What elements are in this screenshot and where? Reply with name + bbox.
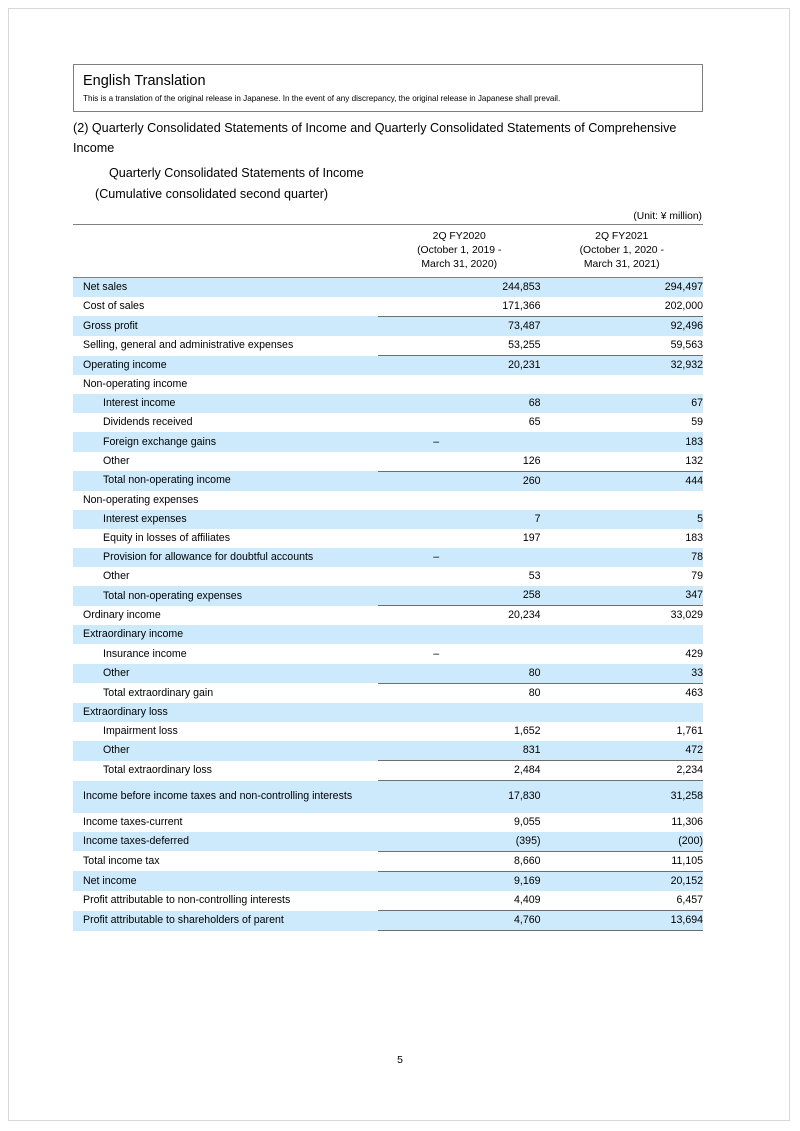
table-row	[73, 452, 703, 472]
table-row	[73, 761, 703, 781]
cell-fy2020: 53	[528, 570, 541, 583]
cell-fy2020: 80	[378, 683, 541, 703]
table-row	[73, 316, 703, 336]
cell-fy2021: 11,306	[671, 815, 703, 828]
row-label: Dividends received	[103, 416, 193, 429]
fy2020-line2: (October 1, 2019 -	[417, 244, 502, 256]
table-row	[73, 781, 703, 813]
row-label: Selling, general and administrative expenses	[83, 339, 294, 352]
cell-fy2020: 8,660	[378, 851, 541, 871]
column-header-label	[73, 224, 378, 277]
table-row	[73, 567, 703, 586]
cell-fy2020: –	[378, 432, 541, 451]
cell-fy2020: 171,366	[502, 299, 541, 312]
column-header-fy2020	[378, 224, 541, 277]
cell-fy2021: 6,457	[676, 894, 703, 907]
row-label: Net sales	[73, 277, 378, 297]
table-row	[73, 851, 703, 871]
cell-fy2021	[541, 703, 704, 722]
cell-fy2020: 4,409	[513, 894, 541, 907]
table-row	[73, 432, 703, 451]
fy2021-title: 2Q FY2021	[595, 231, 649, 243]
row-label: Extraordinary income	[73, 625, 378, 644]
table-row	[73, 683, 703, 703]
table-row	[73, 510, 703, 529]
row-label: Gross profit	[73, 316, 378, 336]
document-page	[8, 8, 790, 1121]
cell-fy2020: 244,853	[378, 277, 541, 297]
cell-fy2021: 79	[691, 570, 703, 583]
cell-fy2021: 1,761	[676, 724, 703, 737]
table-row	[73, 703, 703, 722]
cell-fy2021: 5	[541, 510, 704, 529]
cell-fy2020: (395)	[378, 832, 541, 852]
row-label: Other	[103, 454, 130, 467]
row-label: Non-operating expenses	[83, 493, 199, 506]
row-label: Ordinary income	[83, 609, 161, 622]
table-row	[73, 375, 703, 394]
cell-fy2021: 202,000	[664, 299, 703, 312]
table-row	[73, 413, 703, 432]
notice-title: English Translation	[83, 73, 206, 89]
table-row	[73, 297, 703, 317]
table-row	[73, 548, 703, 567]
row-label: Interest expenses	[73, 510, 378, 529]
table-row	[73, 529, 703, 548]
cell-fy2020: 7	[378, 510, 541, 529]
cell-fy2021: 2,234	[541, 761, 704, 781]
row-label: Other	[73, 741, 378, 761]
column-header-fy2021	[541, 224, 704, 277]
cell-fy2020: 73,487	[378, 316, 541, 336]
cell-fy2021: 347	[541, 586, 704, 606]
cell-fy2021: 132	[685, 454, 703, 467]
cell-fy2020: 258	[378, 586, 541, 606]
cell-fy2020: 9,169	[378, 871, 541, 891]
cell-fy2021: 92,496	[541, 316, 704, 336]
row-label: Profit attributable to non-controlling interests	[83, 894, 291, 907]
row-label: Other	[73, 664, 378, 684]
row-label: Income taxes-deferred	[73, 832, 378, 852]
row-label: Foreign exchange gains	[73, 432, 378, 451]
row-label: Equity in losses of affiliates	[103, 532, 230, 544]
cell-fy2020: 80	[378, 664, 541, 684]
cell-fy2020	[378, 703, 541, 722]
cell-fy2021: 11,105	[541, 851, 704, 871]
cell-fy2021: 183	[541, 432, 704, 451]
cell-fy2020: 68	[378, 394, 541, 413]
table-row	[73, 491, 703, 510]
table-row	[73, 606, 703, 626]
cell-fy2021: 33	[541, 664, 704, 684]
cell-fy2020: 260	[378, 471, 541, 491]
cell-fy2020	[378, 375, 541, 394]
cell-fy2021: 13,694	[541, 911, 704, 931]
cell-fy2020: 1,652	[513, 724, 541, 737]
cell-fy2020: –	[433, 647, 440, 660]
notice-subtitle: This is a translation of the original release in Japanese. In the event of any discrepancy, the original release in Japanese shall prevail.	[83, 94, 561, 104]
fy2020-title: 2Q FY2020	[432, 231, 486, 243]
table-row	[73, 625, 703, 644]
cell-fy2021: 33,029	[541, 606, 704, 626]
row-label: Total non-operating expenses	[73, 586, 378, 606]
table-row	[73, 586, 703, 606]
row-label: Cost of sales	[83, 300, 145, 313]
table-row	[73, 336, 703, 356]
row-label: Provision for allowance for doubtful accounts	[73, 548, 378, 567]
row-label: Operating income	[73, 356, 378, 376]
fy2021-line2: (October 1, 2020 -	[579, 244, 664, 256]
cell-fy2020: 53,255	[508, 339, 541, 352]
cell-fy2020: 2,484	[378, 761, 541, 781]
table-row	[73, 832, 703, 852]
table-row	[73, 891, 703, 911]
cell-fy2020: 9,055	[513, 815, 541, 828]
row-label: Impairment loss	[103, 724, 178, 737]
cell-fy2020: 20,234	[378, 606, 541, 626]
cell-fy2021: 67	[541, 394, 704, 413]
cell-fy2021	[541, 375, 704, 394]
cell-fy2020: 126	[522, 454, 541, 467]
page-content	[73, 64, 703, 931]
row-label: Total non-operating income	[73, 471, 378, 491]
section-heading-line1: (2) Quarterly Consolidated Statements of Income and Quarterly Consolidated Statements of Comprehensive	[73, 120, 677, 135]
cell-fy2020: 65	[528, 416, 541, 429]
english-translation-notice	[73, 64, 703, 112]
row-label: Total extraordinary gain	[103, 686, 214, 699]
section-heading-line2: Income	[73, 140, 115, 155]
statement-title: Quarterly Consolidated Statements of Income	[109, 166, 364, 181]
table-row	[73, 356, 703, 376]
table-row	[73, 741, 703, 761]
unit-note: (Unit: ¥ million)	[633, 210, 702, 222]
row-label: Income taxes-current	[83, 815, 183, 828]
period-note: (Cumulative consolidated second quarter)	[95, 186, 329, 201]
row-label: Total income tax	[83, 854, 160, 867]
cell-fy2021	[541, 625, 704, 644]
cell-fy2021: 472	[541, 741, 704, 761]
cell-fy2021: 32,932	[541, 356, 704, 376]
cell-fy2021: 429	[685, 647, 703, 660]
fy2021-line3: March 31, 2021)	[583, 258, 660, 270]
cell-fy2020: 197	[522, 532, 541, 544]
cell-fy2020: 831	[378, 741, 541, 761]
row-label: Profit attributable to shareholders of parent	[73, 911, 378, 931]
cell-fy2020: 4,760	[378, 911, 541, 931]
table-row	[73, 644, 703, 663]
cell-fy2021: 59,563	[670, 339, 703, 352]
section-heading	[73, 119, 703, 159]
income-statement-table	[73, 224, 703, 932]
cell-fy2021: (200)	[541, 832, 704, 852]
row-label: Total extraordinary loss	[103, 764, 212, 777]
row-label: Extraordinary loss	[73, 703, 378, 722]
row-label: Non-operating income	[83, 378, 188, 391]
table-row	[73, 394, 703, 413]
table-row	[73, 722, 703, 741]
cell-fy2020: 20,231	[378, 356, 541, 376]
table-row	[73, 664, 703, 684]
cell-fy2021	[541, 491, 704, 510]
page-number: 5	[397, 1055, 403, 1066]
table-row	[73, 871, 703, 891]
cell-fy2021: 59	[691, 416, 703, 429]
cell-fy2021: 31,258	[541, 781, 704, 813]
cell-fy2021: 20,152	[541, 871, 704, 891]
table-row	[73, 471, 703, 491]
row-label: Income before income taxes and non-controlling interests	[73, 781, 378, 813]
cell-fy2021: 463	[541, 683, 704, 703]
table-row	[73, 911, 703, 931]
row-label: Insurance income	[103, 647, 187, 660]
cell-fy2021: 444	[541, 471, 704, 491]
row-label: Other	[103, 570, 130, 583]
cell-fy2021: 294,497	[541, 277, 704, 297]
table-header-row	[73, 224, 703, 277]
table-row	[73, 277, 703, 297]
cell-fy2021: 183	[685, 532, 703, 544]
row-label: Interest income	[73, 394, 378, 413]
fy2020-line3: March 31, 2020)	[421, 258, 498, 270]
row-label: Net income	[73, 871, 378, 891]
cell-fy2020	[378, 625, 541, 644]
cell-fy2020	[378, 491, 541, 510]
cell-fy2021: 78	[541, 548, 704, 567]
cell-fy2020: 17,830	[378, 781, 541, 813]
cell-fy2020: –	[378, 548, 541, 567]
table-body	[73, 277, 703, 931]
table-row	[73, 813, 703, 832]
